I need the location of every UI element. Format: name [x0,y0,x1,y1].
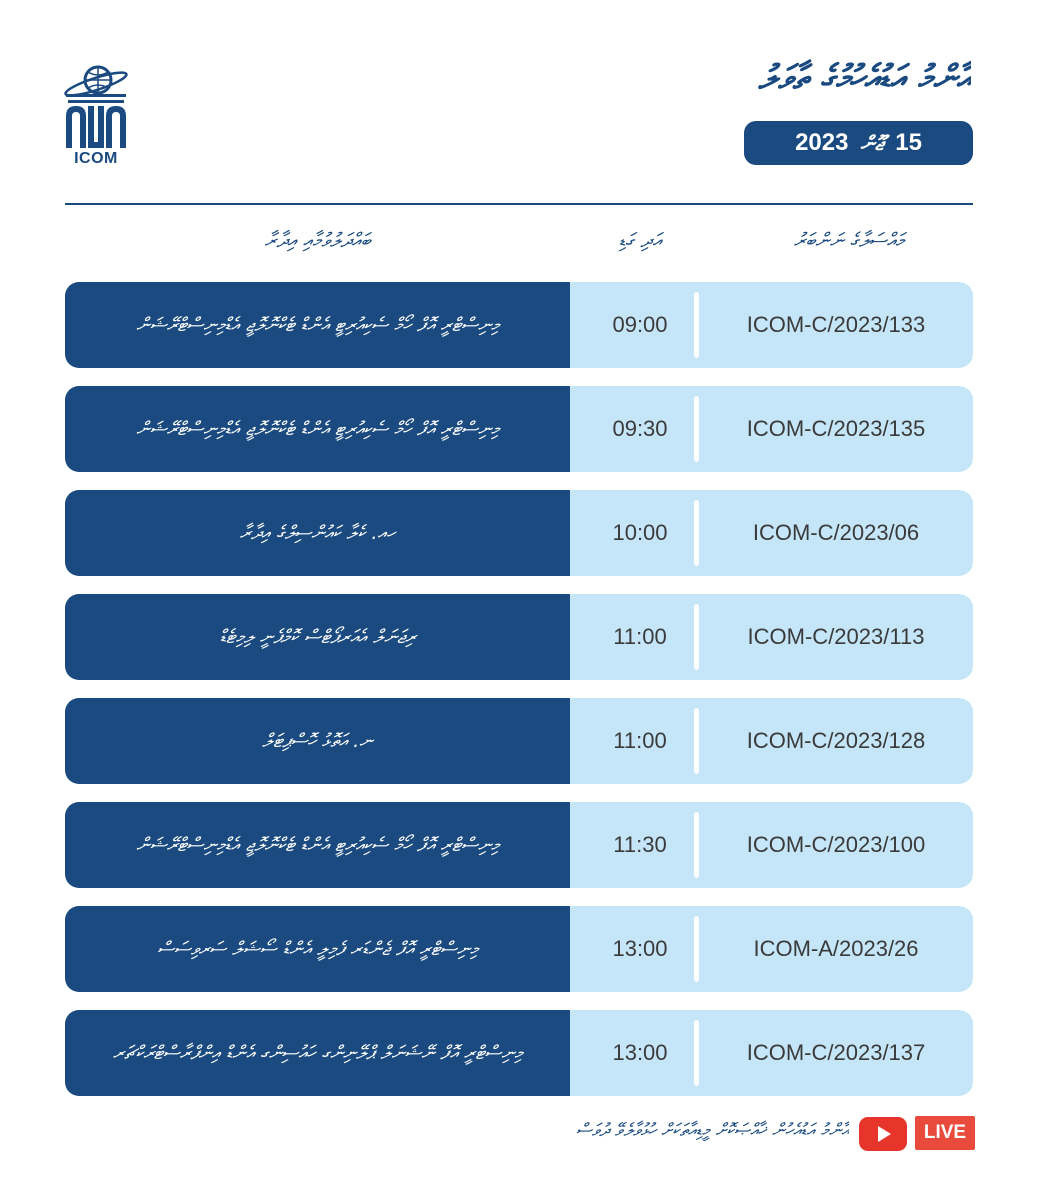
date-month: ޖޫން [860,131,884,155]
time-cell: 13:00 [612,1040,668,1065]
time-cell: 09:00 [612,312,668,337]
event-cell: ނ. އަތޮޅު ހޮސްޕިޓަލް [65,698,570,784]
footer [430,1112,975,1156]
time-cell: 11:00 [613,624,667,649]
date-year: 2023 [795,129,849,156]
table-row [65,802,973,888]
schedule-table [65,282,973,1114]
column-header-time: އަދި ގަޑި [618,228,662,252]
page-title: އާންމު އަޑުއެހުމުގެ ތާވަލު [758,58,971,98]
reference-cell: ICOM-C/2023/137 [746,1040,926,1065]
icom-logo [62,64,130,168]
event-cell: މިނިސްޓްރީ އޮފް ހޯމް ސެކިއުރިޓީ އެންޑް ޓެކްނޮލޮޖީ އެޑްމިނިސްޓްރޭޝަން [65,282,570,368]
time-cell: 10:00 [612,520,668,545]
header-divider [65,203,973,205]
date-day: 15 [895,129,922,156]
table-header [65,222,973,262]
table-row [65,386,973,472]
table-row [65,490,973,576]
footer-note: އާންމު އަޑުއެހުން ޚާއްޞަކޮށް މީޑިއާތަކަށް ހުޅުވާލެވޭ ދުވަސް [575,1120,849,1141]
event-cell: މިނިސްޓްރީ އޮފް ހޯމް ސެކިއުރިޓީ އެންޑް ޓެކްނޮލޮޖީ އެޑްމިނިސްޓްރޭޝަން [65,802,570,888]
event-cell: މިނިސްޓްރީ އޮފް ނޭޝަނަލް ޕްލޭނިންގ ހައުސިންގ އެންޑް އިންފްރާސްޓްރަކްޗަރ [65,1010,570,1096]
youtube-icon[interactable] [859,1117,907,1151]
reference-cell: ICOM-C/2023/133 [746,312,926,337]
time-cell: 11:30 [613,832,667,857]
event-cell: މިނިސްޓްރީ އޮފް ހޯމް ސެކިއުރިޓީ އެންޑް ޓެކްނޮލޮޖީ އެޑްމިނިސްޓްރޭޝަން [65,386,570,472]
event-cell: މިނިސްޓްރީ އޮފް ޖެންޑަރ ފެމިލީ އެންޑް ސޯޝަލް ސަރވިސަސް [65,906,570,992]
reference-cell: ICOM-C/2023/100 [746,832,926,857]
time-cell: 09:30 [612,416,668,441]
date-badge [744,121,973,165]
logo-text: ICOM [74,150,118,167]
table-row [65,282,973,368]
reference-cell: ICOM-C/2023/135 [746,416,926,441]
table-row [65,906,973,992]
reference-cell: ICOM-C/2023/06 [752,520,920,545]
live-badge[interactable]: LIVE [915,1116,975,1150]
time-cell: 11:00 [613,728,667,753]
table-row [65,1010,973,1096]
table-row [65,698,973,784]
event-cell: ހއ. ކެލާ ކައުންސިލްގެ އިދާރާ [65,490,570,576]
reference-cell: ICOM-C/2023/113 [747,624,925,649]
reference-cell: ICOM-C/2023/128 [746,728,926,753]
time-cell: 13:00 [612,936,668,961]
reference-cell: ICOM-A/2023/26 [753,936,919,961]
column-header-event: ބައްދަލުވުމާއި އިދާރާ [264,228,371,252]
column-header-reference: މައްސަލާގެ ނަންބަރު [793,228,905,252]
event-cell: ރިޖަނަލް އެއަރޕޯޓްސް ކޮމްޕެނީ ލިމިޓެޑް [65,594,570,680]
table-row [65,594,973,680]
